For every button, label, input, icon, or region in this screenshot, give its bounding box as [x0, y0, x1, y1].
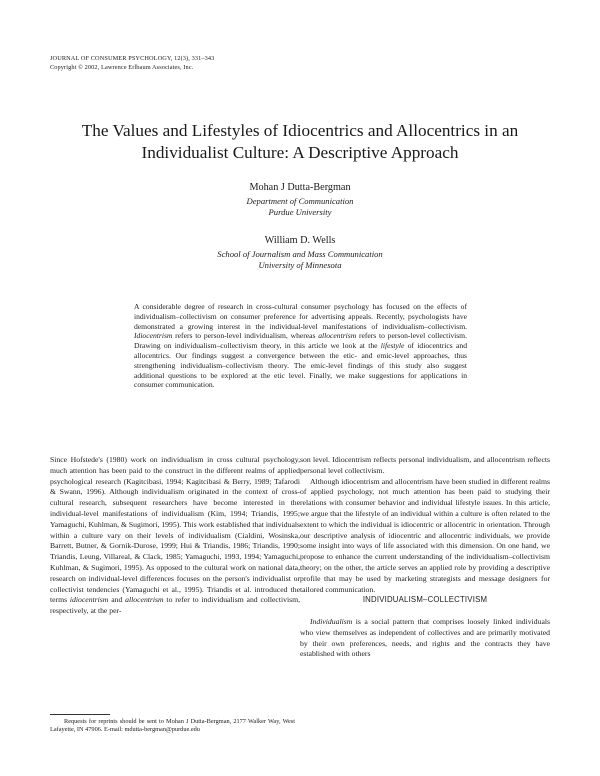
abstract-text: of idiocentrics and allocentrics. Our findings suggest a convergence between the etic- and emic-level approaches, thus strengthening individualism–collectivism theory. The emic-level findings of this study also suggest additional questions to be explored at the etic level. Finally, we make suggestions for applications in consumer communication.: [134, 341, 467, 390]
copyright-notice: Copyright © 2002, Lawrence Erlbaum Associates, Inc.: [50, 64, 194, 71]
author-block-2: [150, 234, 450, 271]
body-text: Since Hofstede's (1980) work on individualism in cross cultural psychology, much attention has been paid to the construct in the different realms of applied psychological research (Kagitcibasi, 1994; Kagitcibasi & Berry, 1989; Tafarodi & Swann, 1996). Although individualism originated in the context of cross-cultural research, subsequent researchers have become interested in the individual-level manifestations of individualism (Kim, 1994; Triandis, 1995; Yamaguchi, Kuhlman, & Sugimori, 1995). This work established that individuals within a culture vary on their levels of individualism (Cialdini, Wosinska, Barrett, Butner, & Gornik-Durose, 1999; Hui & Triandis, 1986; Triandis, 1990; Triandis, Leung, Villareal, & Clack, 1985; Yamaguchi, 1993, 1994; Yamaguchi, Kuhlman, & Sugimori, 1995). As opposed to the cultural work on national data, research on individual-level differences focuses on the person's individualist or collectivist tendencies (Yamaguchi et al., 1995). Triandis et al. introduced the terms: [50, 455, 300, 605]
body-term: Individualism: [310, 617, 353, 626]
abstract-term: Idiocentrism: [134, 331, 173, 341]
author-institution: University of Minnesota: [258, 260, 342, 270]
author-name: Mohan J Dutta-Bergman: [249, 182, 351, 193]
body-text: is a social pattern that comprises loosely linked individuals who view themselves as independent of collectives and are primarily motivated by their own preferences, needs, and rights and the contracts they have established with others: [300, 617, 550, 659]
author-department: School of Journalism and Mass Communication: [217, 249, 383, 259]
body-term: allocentrism: [125, 595, 164, 605]
author-name: William D. Wells: [264, 235, 336, 246]
body-right-column-continued: [300, 617, 550, 660]
body-text: to refer to individualism and collectivism, respectively, at the per-: [50, 595, 300, 616]
body-paragraph: son level. Idiocentrism reflects personal individualism, and allocentrism reflects personal level collectivism.: [300, 455, 550, 475]
body-paragraph: Although idiocentrism and allocentrism have been studied in different realms of applied psychology, not much attention has been paid to studying their relations with consumer behavior and individual lifestyle issues. In this article, we argue that the lifestyle of an individual within a culture is often related to the extent to which the individual is idiocentric or allocentric in orientation. Through our descriptive analysis of idiocentric and allocentric individuals, we provide some insight into ways of life associated with this dimension. On one hand, we propose to enhance the current understanding of the individualism–collectivism theory; on the other, the article serves an applied role by providing a descriptive profile that may be used by marketing strategists and message designers for tailored communication.: [300, 476, 550, 594]
author-institution: Purdue University: [268, 207, 332, 217]
journal-header: [50, 54, 214, 72]
abstract: [134, 302, 467, 390]
body-paragraph: [50, 455, 300, 617]
author-block-1: [150, 181, 450, 218]
body-paragraph: [300, 617, 550, 660]
paper-title: [60, 120, 540, 164]
author-department: Department of Communication: [246, 196, 354, 206]
abstract-text: refers to person-level individualism, whereas: [172, 331, 319, 341]
abstract-text: A considerable degree of research in cross-cultural consumer psychology has focused on the effects of individualism–collectivism on consumer preference for advertising appeals. Recently, psychologists have demonstrated a growing interest in the individual-level manifestations of individualism–collectivism.: [134, 302, 467, 331]
title-line-2: Individualist Culture: A Descriptive Approach: [141, 143, 459, 162]
body-text: and: [108, 595, 126, 605]
title-line-1: The Values and Lifestyles of Idiocentrics and Allocentrics in an: [81, 121, 519, 140]
journal-citation: JOURNAL OF CONSUMER PSYCHOLOGY, 12(3), 331–343: [50, 55, 215, 62]
section-heading: INDIVIDUALISM–COLLECTIVISM: [362, 595, 488, 604]
abstract-term: allocentrism: [318, 331, 357, 341]
body-left-column: [50, 455, 300, 617]
body-right-column: [300, 455, 550, 595]
body-term: idiocentrism: [69, 595, 109, 605]
abstract-term: lifestyle: [380, 341, 405, 351]
footnote-divider: [50, 714, 110, 715]
abstract-text: refers to person-level collectivism. Drawing on individualism–collectivism theory, in this article we look at the: [134, 331, 467, 351]
footnote: Requests for reprints should be sent to Mohan J Dutta-Bergman, 2177 Walker Way, West Lafayette, IN 47906. E-mail: mdutta-bergman@purdue.edu: [50, 718, 295, 734]
